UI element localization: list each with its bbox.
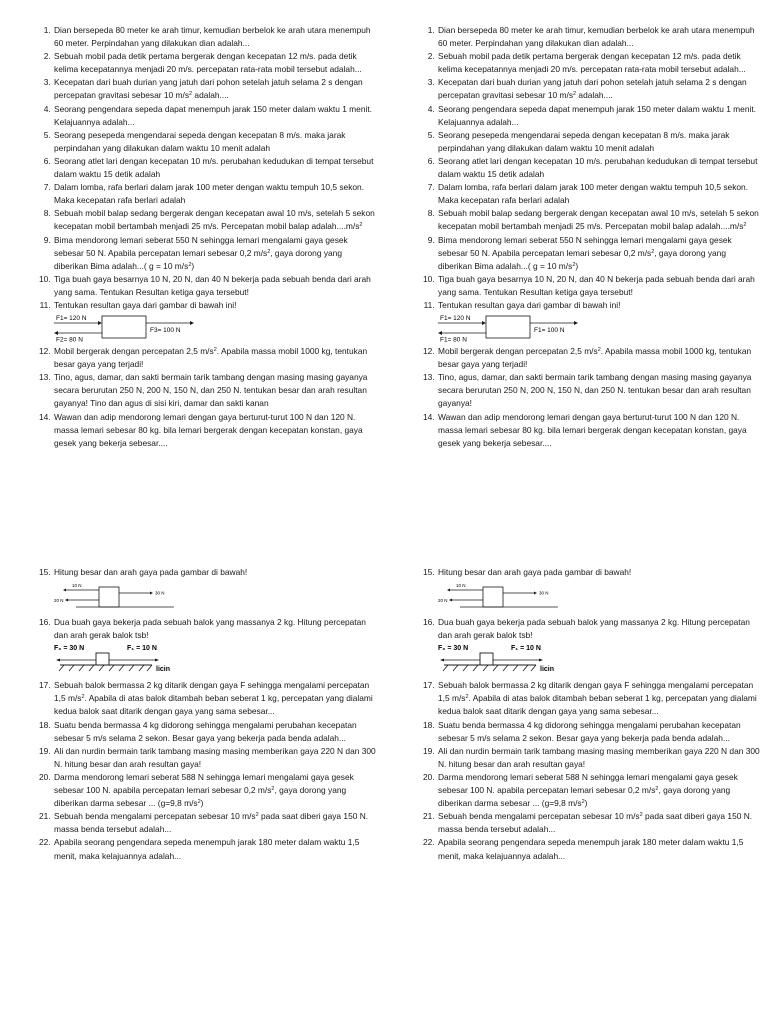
superscript: 2 (81, 694, 85, 701)
question-13: 13. Tino, agus, damar, dan sakti bermain tarik tambang dengan masing masing gayanya secara berurutan 250 N, 200 N, 150 N, dan 250 N. tentukan besar dan arah resultan gayanya! Tino dan agus di sisi kiri, damar dan sakti kanan (53, 371, 378, 410)
force-diagram-q16 (438, 643, 568, 677)
question-19: 19. Ali dan nurdin bermain tarik tambang masing masing memberikan gaya 220 N dan 300 N. hitung besar dan arah resultan gaya! (53, 745, 378, 771)
question-8: 8. Sebuah mobil balap sedang bergerak dengan kecepatan awal 10 m/s, setelah 5 sekon kecepatan mobil bertambah menjadi 25 m/s. Percepatan mobil balap $adalah....m/s^2$ (53, 207, 378, 233)
left-question-block-1 (30, 24, 378, 450)
block-box (102, 316, 146, 338)
question-5: 5. Seorang pesepeda mengendarai sepeda dengan kecepatan 8 m/s. maka jarak perpindahan yang dilakukan dalam waktu 10 menit adalah (53, 129, 378, 155)
question-13: 13. Tino, agus, damar, dan sakti bermain tarik tambang dengan masing masing gayanya secara berurutan 250 N, 200 N, 150 N, dan 250 N. tentukan besar dan arah resultan gayanya! (437, 371, 762, 410)
question-12: 12. Mobil bergerak dengan percepatan 2,5 $m/s^2$. Apabila massa mobil 1000 kg, tentukan besar gaya yang terjadi! (53, 345, 378, 371)
force-label-10n: 10 N (456, 583, 466, 589)
superscript: 2 (597, 347, 601, 354)
superscript: 2 (572, 261, 576, 268)
superscript: 2 (267, 248, 271, 255)
force-label-f3: F3= 100 N (150, 327, 181, 335)
question-list (414, 566, 762, 863)
arrowhead (447, 589, 450, 592)
force-label-f2: F2= 80 N (56, 336, 83, 344)
question-8: 8. Sebuah mobil balap sedang bergerak dengan kecepatan awal 10 m/s, setelah 5 sekon kecepatan mobil bertambah menjadi 25 m/s. Percepatan mobil balap $adalah....m/s^2$ (437, 207, 762, 233)
question-5: 5. Seorang pesepeda mengendarai sepeda dengan kecepatan 8 m/s. maka jarak perpindahan yang dilakukan dalam waktu 10 menit adalah (437, 129, 762, 155)
superscript: 2 (639, 812, 643, 819)
arrowhead (534, 592, 537, 595)
arrowhead (155, 659, 159, 662)
question-6: 6. Seorang atlet lari dengan kecepatan 10 m/s. perubahan kedudukan di tempat tersebut dalam waktu 15 detik adalah (437, 155, 762, 181)
arrowhead (98, 321, 102, 325)
question-6: 6. Seorang atlet lari dengan kecepatan 10 m/s. perubahan kedudukan di tempat tersebut dalam waktu 15 detik adalah (53, 155, 378, 181)
force-label-20n: 20 N (438, 598, 448, 604)
question-3: 3. Kecepatan dari buah durian yang jatuh dari pohon setelah jatuh selama 2 s dengan percepatan gravitasi sebesar 10 $m/s^2$ adalah.... (53, 76, 378, 102)
surface-label: licin (156, 666, 171, 674)
question-15: 15. Hitung besar dan arah gaya pada gambar di bawah! 10 N 20 N 30 N (437, 566, 762, 614)
superscript: 2 (188, 261, 192, 268)
superscript: 2 (465, 694, 469, 701)
superscript: 2 (189, 91, 193, 98)
question-17: 17. Sebuah balok bermassa 2 kg ditarik dengan gaya F sehingga mengalami percepatan 1,5 $m/s^2$. Apabila di atas balok ditambah beban seberat 1 kg, percepatan yang dialami kedua balok saat ditarik dengan gaya yang sama sebesar... (437, 679, 762, 718)
arrowhead (449, 599, 452, 602)
arrowhead (63, 589, 66, 592)
superscript: 2 (359, 222, 363, 229)
question-4: 4. Seorang pengendara sepeda dapat menempuh jarak 150 meter dalam waktu 1 menit. Kelajuannya adalah... (437, 103, 762, 129)
question-20: 20. Darma mendorong lemari seberat 588 N sehingga lemari mengalami gaya gesek sebesar 100 N. apabila percepatan lemari sebesar 0,2 $m/s^2$, gaya dorong yang diberikan darma sebesar ... (g=9,8 $m/s^2$) (437, 771, 762, 810)
question-14: 14. Wawan dan adip mendorong lemari dengan gaya berturut-turut 100 N dan 120 N. massa lemari sebesar 80 kg. bila lemari bergerak dengan kecepatan konstan, gaya gesek yang bekerja sebesar.... (437, 411, 762, 450)
question-2: 2. Sebuah mobil pada detik pertama bergerak dengan kecepatan 12 m/s. pada detik kelima kecepatannya menjadi 20 m/s. percepatan rata-rata mobil tersebut adalah... (53, 50, 378, 76)
question-19: 19. Ali dan nurdin bermain tarik tambang masing masing memberikan gaya 220 N dan 300 N. hitung besar dan arah resultan gaya! (437, 745, 762, 771)
question-2: 2. Sebuah mobil pada detik pertama bergerak dengan kecepatan 12 m/s. pada detik kelima kecepatannya menjadi 20 m/s. percepatan rata-rata mobil tersebut adalah... (437, 50, 762, 76)
force-label-f1: F₁ = 10 N (511, 645, 541, 653)
question-3: 3. Kecepatan dari buah durian yang jatuh dari pohon setelah jatuh selama 2 s dengan percepatan gravitasi sebesar 10 $m/s^2$ adalah.... (437, 76, 762, 102)
question-15: 15. Hitung besar dan arah gaya pada gambar di bawah! 10 N 20 N 30 N (53, 566, 378, 614)
superscript: 2 (581, 799, 585, 806)
question-22: 22. Apabila seorang pengendara sepeda menempuh jarak 180 meter dalam waktu 1,5 menit, maka kelajuannya adalah... (53, 836, 378, 862)
question-18: 18. Suatu benda bermassa 4 kg didorong sehingga mengalami perubahan kecepatan sebesar 5 m/s selama 2 sekon. Besar gaya yang bekerja pada benda adalah... (53, 719, 378, 745)
question-22: 22. Apabila seorang pengendara sepeda menempuh jarak 180 meter dalam waktu 1,5 menit, maka kelajuannya adalah... (437, 836, 762, 862)
force-label-30n: 30 N (539, 590, 549, 596)
arrowhead (438, 331, 442, 335)
arrowhead (539, 659, 543, 662)
block-box (96, 653, 109, 665)
surface-label: licin (540, 666, 555, 674)
question-21: 21. Sebuah benda mengalami percepatan sebesar 10 $m/s^2$ pada saat diberi gaya 150 N. massa benda tersebut adalah... (437, 810, 762, 836)
question-1: 1. Dian bersepeda 80 meter ke arah timur, kemudian berbelok ke arah utara menempuh 60 meter. Perpindahan yang dilakukan dian adalah... (53, 24, 378, 50)
question-12: 12. Mobil bergerak dengan percepatan 2,5 $m/s^2$. Apabila massa mobil 1000 kg, tentukan besar gaya yang terjadi! (437, 345, 762, 371)
force-label-10n: 10 N (72, 583, 82, 589)
question-11: 11. Tentukan resultan gaya dari gambar di bawah ini! F1= 120 N F2= 80 N F3= 100 N (53, 299, 378, 343)
question-21: 21. Sebuah benda mengalami percepatan sebesar 10 $m/s^2$ pada saat diberi gaya 150 N. massa benda tersebut adalah... (53, 810, 378, 836)
force-diagram-q16 (54, 643, 184, 677)
ground-hatching (59, 665, 152, 671)
question-9: 9. Bima mendorong lemari seberat 550 N sehingga lemari mengalami gaya gesek sebesar 50 N. Apabila percepatan lemari sebesar 0,2 $m/s^2$, gaya dorong yang diberikan Bima adalah...( g = 10 $m/s^2$) (53, 234, 378, 273)
arrowhead (150, 592, 153, 595)
question-20: 20. Darma mendorong lemari seberat 588 N sehingga lemari mengalami gaya gesek sebesar 100 N. apabila percepatan lemari sebesar 0,2 $m/s^2$, gaya dorong yang diberikan darma sebesar ... (g=9,8 $m/s^2$) (53, 771, 378, 810)
force-label-f3: F1= 100 N (534, 327, 565, 335)
question-16: 16. Dua buah gaya bekerja pada sebuah balok yang massanya 2 kg. Hitung percepatan dan arah gerak balok tsb! F₂ = 30 N F₁ = 10 N licin (437, 616, 762, 677)
arrowhead (574, 321, 578, 325)
force-diagram-q15 (54, 580, 184, 614)
superscript: 2 (213, 347, 217, 354)
force-label-f2: F1= 80 N (440, 336, 467, 344)
force-label-f1: F₁ = 10 N (127, 645, 157, 653)
question-4: 4. Seorang pengendara sepeda dapat menempuh jarak 150 meter dalam waktu 1 menit. Kelajuannya adalah... (53, 103, 378, 129)
right-question-block-1 (414, 24, 762, 450)
question-list (30, 566, 378, 863)
question-11: 11. Tentukan resultan gaya dari gambar di bawah ini! F1= 120 N F1= 80 N F1= 100 N (437, 299, 762, 343)
arrowhead (482, 321, 486, 325)
question-17: 17. Sebuah balok bermassa 2 kg ditarik dengan gaya F sehingga mengalami percepatan 1,5 $m/s^2$. Apabila di atas balok ditambah beban seberat 1 kg, percepatan yang dialami kedua balok saat ditarik dengan gaya yang sama sebesar... (53, 679, 378, 718)
force-diagram-q11 (438, 313, 608, 343)
question-14: 14. Wawan dan adip mendorong lemari dengan gaya berturut-turut 100 N dan 120 N. massa lemari sebesar 80 kg. bila lemari bergerak dengan kecepatan konstan, gaya gesek yang bekerja sebesar.... (53, 411, 378, 450)
force-label-20n: 20 N (54, 598, 64, 604)
force-diagram-q15 (438, 580, 568, 614)
question-7: 7. Dalam lomba, rafa berlari dalam jarak 100 meter dengan waktu tempuh 10,5 sekon. Maka kecepatan rafa berlari adalah (437, 181, 762, 207)
arrowhead (56, 659, 60, 662)
arrowhead (65, 599, 68, 602)
question-9: 9. Bima mendorong lemari seberat 550 N sehingga lemari mengalami gaya gesek sebesar 50 N. Apabila percepatan lemari sebesar 0,2 $m/s^2$, gaya dorong yang diberikan Bima adalah...( g = 10 $m/s^2$) (437, 234, 762, 273)
superscript: 2 (197, 799, 201, 806)
block-box (483, 587, 503, 607)
superscript: 2 (271, 786, 275, 793)
force-label-f1: F1= 120 N (440, 315, 471, 323)
question-1: 1. Dian bersepeda 80 meter ke arah timur, kemudian berbelok ke arah utara menempuh 60 meter. Perpindahan yang dilakukan dian adalah... (437, 24, 762, 50)
force-label-f1: F1= 120 N (56, 315, 87, 323)
force-label-f2: F₂ = 30 N (54, 645, 85, 653)
arrowhead (54, 331, 58, 335)
arrowhead (440, 659, 444, 662)
question-list (414, 24, 762, 450)
block-box (480, 653, 493, 665)
question-list (30, 24, 378, 450)
block-box (486, 316, 530, 338)
force-diagram-q11 (54, 313, 224, 343)
question-10: 10. Tiga buah gaya besarnya 10 N, 20 N, dan 40 N bekerja pada sebuah benda dari arah yang sama. Tentukan Resultan ketiga gaya tersebut! (53, 273, 378, 299)
block-box (99, 587, 119, 607)
superscript: 2 (573, 91, 577, 98)
superscript: 2 (651, 248, 655, 255)
force-label-f2: F₂ = 30 N (438, 645, 469, 653)
arrowhead (190, 321, 194, 325)
question-7: 7. Dalam lomba, rafa berlari dalam jarak 100 meter dengan waktu tempuh 10,5 sekon. Maka kecepatan rafa berlari adalah (53, 181, 378, 207)
superscript: 2 (655, 786, 659, 793)
question-10: 10. Tiga buah gaya besarnya 10 N, 20 N, dan 40 N bekerja pada sebuah benda dari arah yang sama. Tentukan Resultan ketiga gaya tersebut! (437, 273, 762, 299)
force-label-30n: 30 N (155, 590, 165, 596)
left-question-block-2 (30, 566, 378, 863)
question-16: 16. Dua buah gaya bekerja pada sebuah balok yang massanya 2 kg. Hitung percepatan dan arah gerak balok tsb! F₂ = 30 N F₁ = 10 N licin (53, 616, 378, 677)
question-18: 18. Suatu benda bermassa 4 kg didorong sehingga mengalami perubahan kecepatan sebesar 5 m/s selama 2 sekon. Besar gaya yang bekerja pada benda adalah... (437, 719, 762, 745)
ground-hatching (443, 665, 536, 671)
superscript: 2 (255, 812, 259, 819)
superscript: 2 (743, 222, 747, 229)
right-question-block-2 (414, 566, 762, 863)
